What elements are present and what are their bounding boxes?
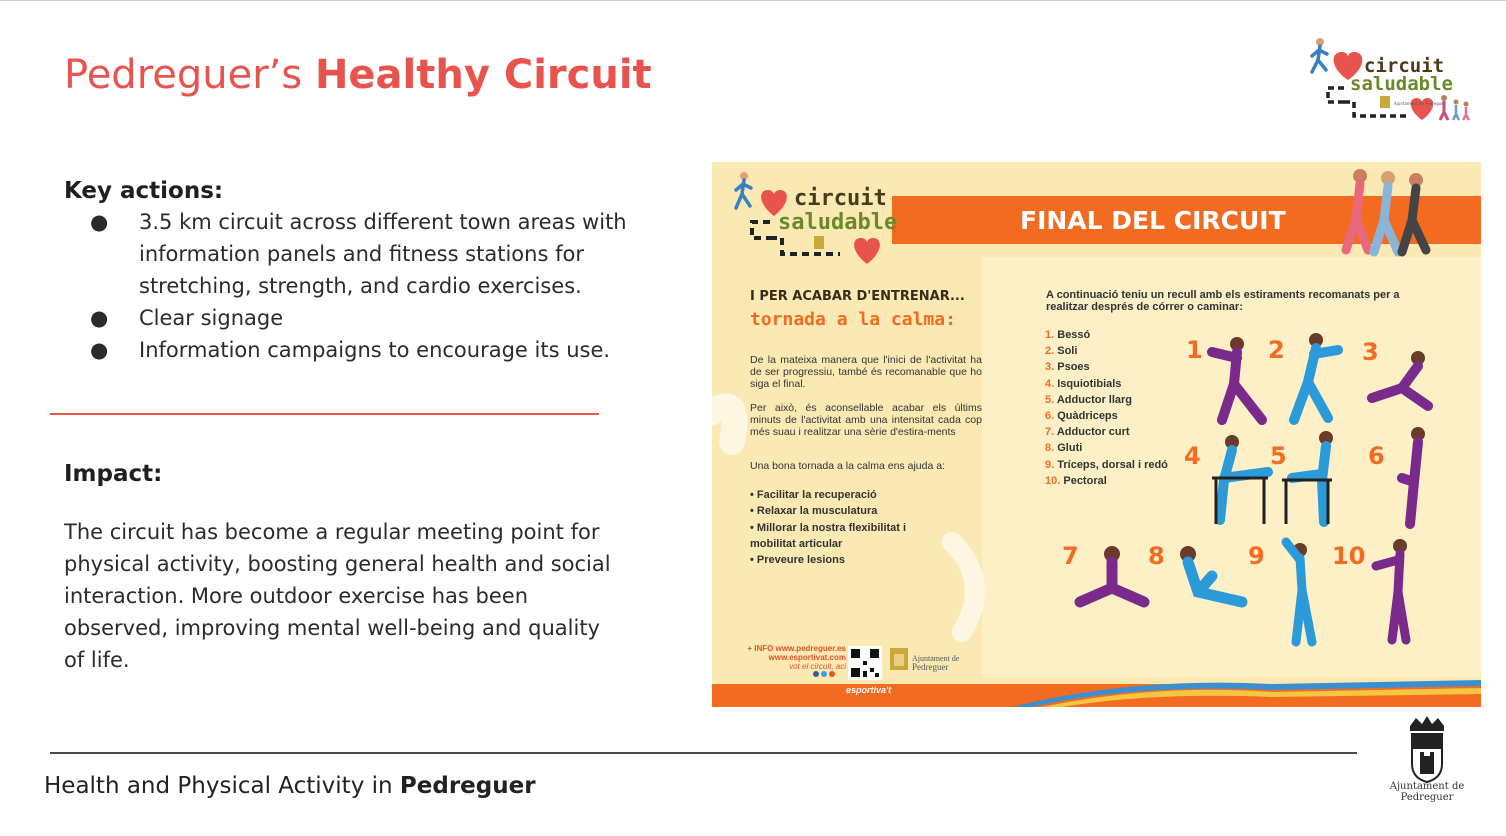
- list-item: • Millorar la nostra flexibilitat i: [750, 521, 907, 534]
- list-item: 6. Quàdriceps: [1045, 410, 1118, 423]
- list-item: 2. Soli: [1045, 345, 1078, 358]
- logo-word-circuit: circuit: [1364, 55, 1445, 77]
- photo-number-10: 10: [1332, 542, 1366, 570]
- title-bold: Healthy Circuit: [314, 52, 652, 98]
- municipal-crest-icon: [890, 648, 908, 670]
- poster-logo-word-1: circuit: [794, 186, 887, 211]
- qr-code-icon: [848, 646, 882, 680]
- logo-small-text: Ajuntament de Pedreguer: [1394, 101, 1446, 106]
- section-divider: [50, 413, 599, 415]
- list-item: ● 3.5 km circuit across different town areas with information panels and fitness stations for stretching, strength, and cardio exercises.: [86, 206, 686, 302]
- poster-paragraph-1: De la mateixa manera que l'inici de l'activitat ha de ser progressiu, també és recomanable que ho siga el final.: [750, 354, 982, 390]
- list-item: 7. Adductor curt: [1045, 426, 1130, 439]
- photo-number-2: 2: [1268, 336, 1285, 364]
- impact-heading: Impact:: [64, 461, 163, 487]
- circuit-saludable-logo: [1296, 28, 1480, 130]
- bullet-icon: ●: [90, 306, 109, 330]
- list-item: ● Information campaigns to encourage its use.: [86, 334, 686, 366]
- poster-exercise-list: [1045, 327, 1168, 489]
- poster-logo-word-2: saludable: [778, 210, 898, 235]
- list-item: • Preveure lesions: [750, 554, 845, 567]
- photo-number-7: 7: [1062, 542, 1079, 570]
- logo-word-saludable: saludable: [1350, 73, 1453, 95]
- poster-left-title: I PER ACABAR D'ENTRENAR...: [750, 289, 965, 304]
- crest-label: Ajuntament de Pedreguer: [1389, 781, 1465, 803]
- key-actions-list: [86, 206, 686, 366]
- title-prefix: Pedreguer’s: [64, 52, 303, 98]
- footer-text: Health and Physical Activity in Pedreguer: [44, 773, 536, 799]
- list-item: 9. Tríceps, dorsal i redó: [1045, 458, 1168, 471]
- photo-number-9: 9: [1248, 542, 1265, 570]
- crest-icon-small: [1380, 96, 1390, 108]
- poster-intro: A continuació teniu un recull amb els estiraments recomanats per a realitzar després de córrer o caminar:: [1046, 289, 1400, 313]
- list-item: • Relaxar la musculatura: [750, 505, 878, 518]
- poster-info: + INFO www.pedreguer.es www.esportivat.com vot el circuit, aci: [747, 644, 846, 671]
- list-item: 5. Adductor llarg: [1045, 393, 1133, 406]
- list-item: • Facilitar la recuperació: [750, 489, 877, 501]
- list-item: 8. Gluti: [1045, 442, 1083, 455]
- photo-number-4: 4: [1184, 442, 1201, 470]
- key-actions-heading: Key actions:: [64, 178, 224, 204]
- poster-paragraph-3: Una bona tornada a la calma ens ajuda a:: [750, 460, 945, 472]
- list-item: mobilitat articular: [750, 537, 843, 550]
- list-item: ● Clear signage: [86, 302, 686, 334]
- poster-brand: esportiva't: [846, 685, 892, 695]
- list-item: 4. Isquiotibials: [1045, 377, 1122, 390]
- poster-header: FINAL DEL CIRCUIT: [1020, 206, 1286, 235]
- impact-text: The circuit has become a regular meeting point for physical activity, boosting general health and social interaction. More outdoor exercise has been observed, improving mental well-being and quality of life.: [64, 520, 611, 672]
- list-item: 10. Pectoral: [1045, 474, 1107, 487]
- page-title: [64, 52, 652, 98]
- poster-left-subtitle: tornada a la calma:: [750, 309, 956, 330]
- social-icons: [813, 671, 835, 677]
- list-item: 3. Psoes: [1045, 361, 1090, 374]
- circuit-poster-image: [712, 162, 1481, 707]
- poster-benefits-list: [750, 487, 982, 568]
- footer-divider: [50, 752, 1357, 754]
- photo-number-3: 3: [1362, 338, 1379, 366]
- poster-municipality: Ajuntament de Pedreguer: [912, 654, 960, 672]
- photo-number-5: 5: [1270, 442, 1287, 470]
- bullet-icon: ●: [90, 210, 109, 234]
- photo-number-6: 6: [1368, 442, 1385, 470]
- bullet-icon: ●: [90, 338, 109, 362]
- photo-number-8: 8: [1148, 542, 1165, 570]
- top-border: [0, 0, 1506, 1]
- poster-paragraph-2: Per això, és aconsellable acabar els últims minuts de l'activitat amb una intensitat cada cop més suau i realitzar una sèrie d'estira-ments: [750, 402, 982, 438]
- photo-number-1: 1: [1186, 336, 1203, 364]
- list-item: 1. Bessó: [1045, 329, 1091, 341]
